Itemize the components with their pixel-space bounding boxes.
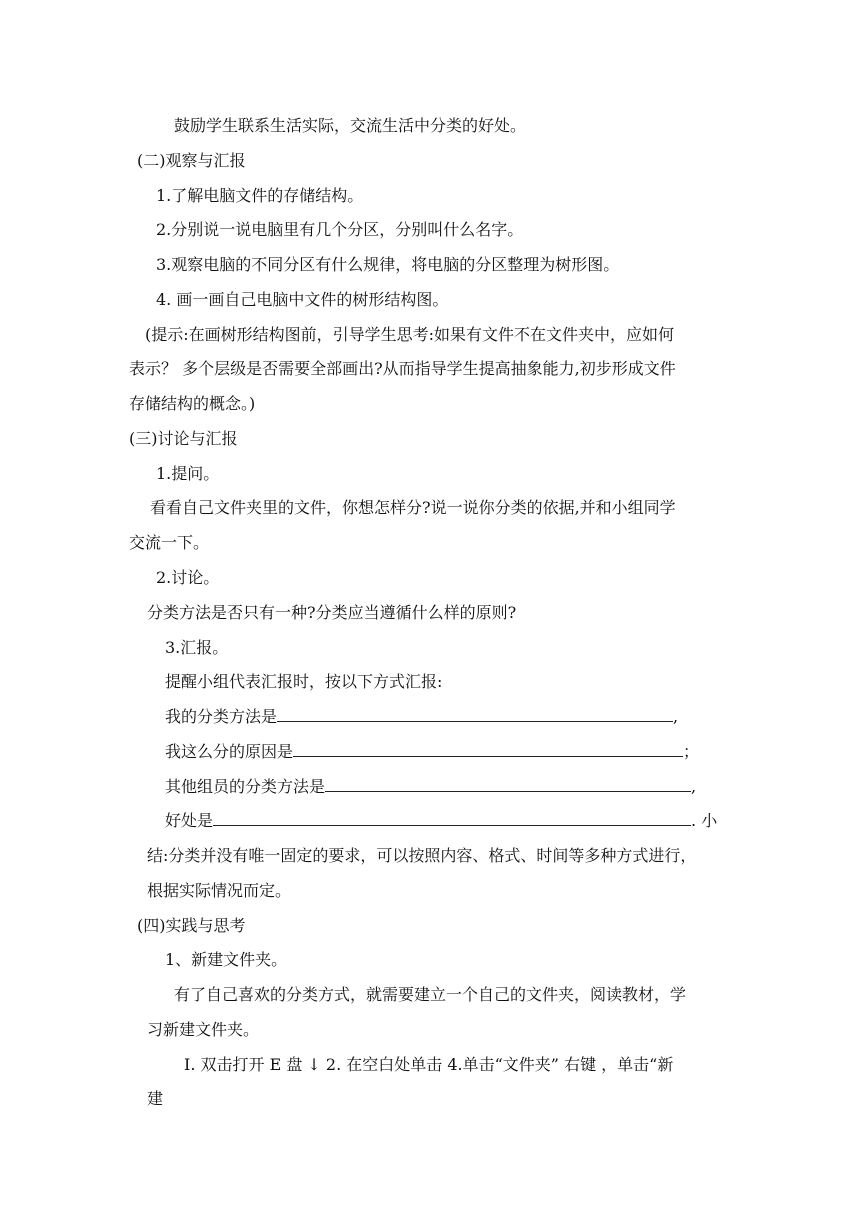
s3-discussion: 分类方法是否只有一种?分类应当遵循什么样的原则? <box>147 603 517 622</box>
s2-item-2: 2.分别说一说电脑里有几个分区，分别叫什么名字。 <box>156 220 524 239</box>
fill-line-method <box>165 706 678 728</box>
s2-hint-line-3: 存储结构的概念。) <box>129 394 256 413</box>
fill-end-reason: ； <box>683 742 700 761</box>
s4-paragraph-line-2: 习新建文件夹。 <box>147 1020 260 1039</box>
fill-label-method: 我的分类方法是 <box>165 707 278 726</box>
fill-end-method: , <box>673 707 679 726</box>
fill-line-reason <box>165 741 699 763</box>
s2-item-3: 3.观察电脑的不同分区有什么规律，将电脑的分区整理为树形图。 <box>156 255 620 274</box>
fill-blank-benefit[interactable] <box>213 810 691 826</box>
fill-label-others: 其他组员的分类方法是 <box>165 777 326 796</box>
fill-end-others: , <box>691 777 697 796</box>
s3-item-2: 2.讨论。 <box>156 568 220 587</box>
s3-item-1: 1.提问。 <box>156 464 220 483</box>
s3-question-line-2: 交流一下。 <box>129 533 210 552</box>
s3-summary-line-2: 结:分类并没有唯一固定的要求，可以按照内容、格式、时间等多种方式进行， <box>147 846 697 865</box>
section-3-heading: (三)讨论与汇报 <box>129 429 238 448</box>
fill-end-benefit: . 小 <box>691 811 718 830</box>
s3-item-3: 3.汇报。 <box>165 638 229 657</box>
s2-hint-line-1: (提示:在画树形结构图前，引导学生思考:如果有文件不在文件夹中，应如何 <box>145 325 675 344</box>
s3-question-line-1: 看看自己文件夹里的文件，你想怎样分?说一说你分类的依据,并和小组同学 <box>150 498 676 517</box>
fill-blank-reason[interactable] <box>293 741 683 757</box>
s3-remind: 提醒小组代表汇报时，按以下方式汇报: <box>165 672 443 691</box>
intro-paragraph: 鼓励学生联系生活实际，交流生活中分类的好处。 <box>174 116 527 135</box>
s4-steps-line-1: I. 双击打开 E 盘 ↓ 2. 在空白处单击 4.单击“文件夹” 右键 ，单击“新 <box>184 1055 674 1074</box>
fill-label-reason: 我这么分的原因是 <box>165 742 294 761</box>
s2-hint-line-2: 表示？ 多个层级是否需要全部画出?从而指导学生提高抽象能力,初步形成文件 <box>129 359 676 378</box>
s4-steps-line-2: 建 <box>147 1089 164 1108</box>
fill-blank-method[interactable] <box>277 706 673 722</box>
s4-paragraph-line-1: 有了自己喜欢的分类方式，就需要建立一个自己的文件夹，阅读教材，学 <box>174 985 687 1004</box>
fill-line-benefit <box>165 810 717 832</box>
s2-item-1: 1.了解电脑文件的存储结构。 <box>156 186 364 205</box>
fill-label-benefit: 好处是 <box>165 811 214 830</box>
section-4-heading: (四)实践与思考 <box>137 916 246 935</box>
section-2-heading: (二)观察与汇报 <box>137 151 246 170</box>
fill-blank-others[interactable] <box>325 776 691 792</box>
s4-item-1: 1、新建文件夹。 <box>165 950 288 969</box>
s3-summary-line-3: 根据实际情况而定。 <box>147 881 292 900</box>
s2-item-4: 4. 画一画自己电脑中文件的树形结构图。 <box>156 290 449 309</box>
fill-line-others <box>165 776 696 798</box>
